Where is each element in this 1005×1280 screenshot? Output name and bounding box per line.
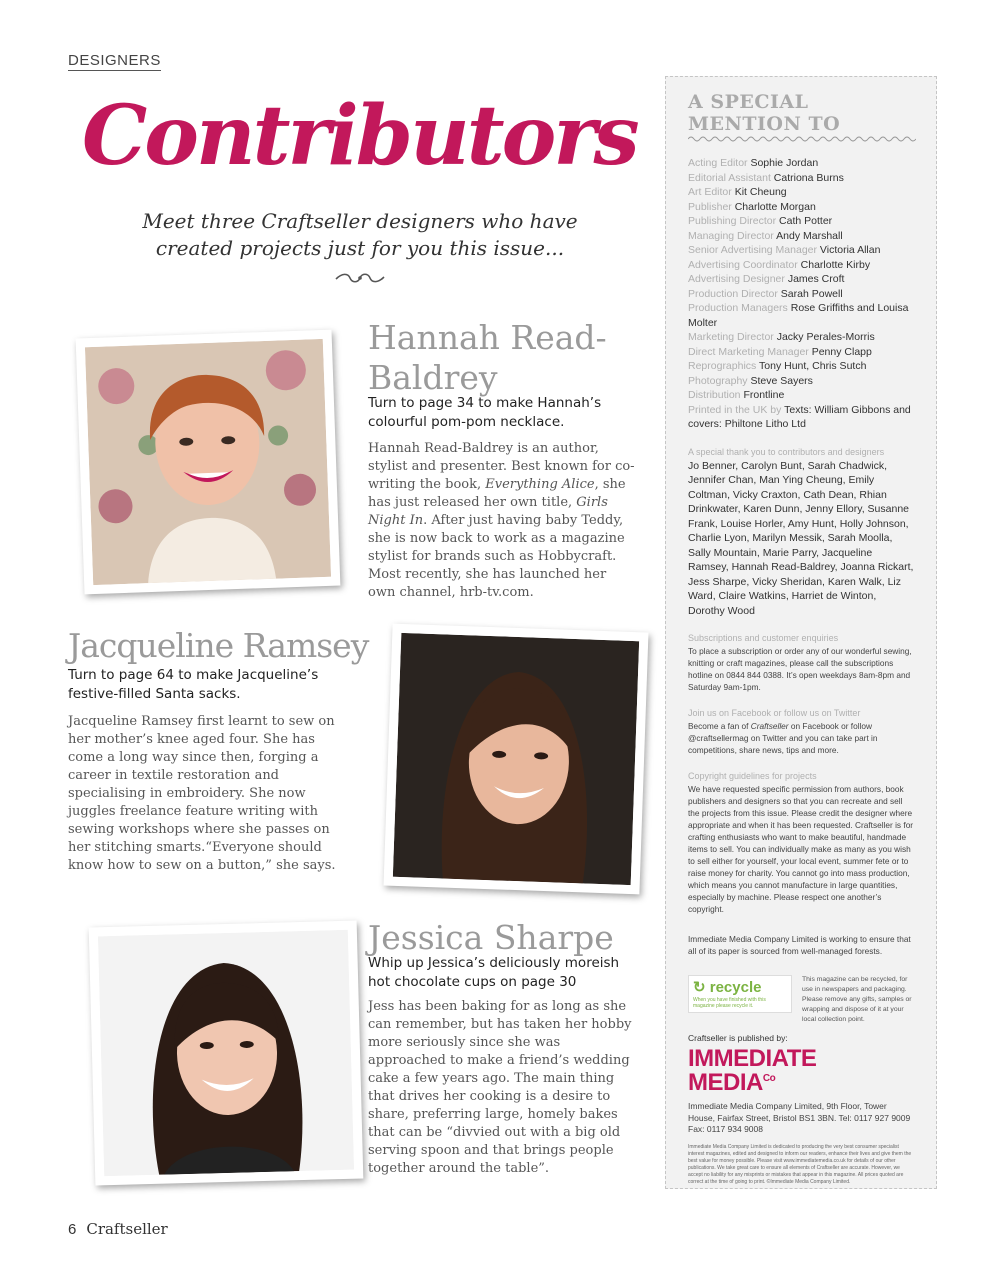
credit-person: Tony Hunt, Chris Sutch — [759, 360, 867, 372]
designer-tagline-hannah: Turn to page 34 to make Hannah’s colourful pom-pom necklace. — [368, 395, 602, 430]
designer-name-jacqueline: Jacqueline Ramsey — [68, 626, 369, 665]
credit-person: Sarah Powell — [780, 287, 843, 300]
credit-person: Jacky Perales-Morris — [776, 331, 875, 343]
logo-line2: MEDIA — [688, 1069, 763, 1096]
credit-line — [688, 359, 914, 374]
photo-jacqueline — [384, 624, 649, 895]
mention-title: A SPECIAL MENTION TO — [688, 91, 841, 135]
credit-person: James Croft — [787, 273, 845, 285]
credit-person: Charlotte Morgan — [734, 200, 816, 213]
credit-role: Production Director — [688, 287, 778, 300]
credit-role: Advertising Designer — [688, 273, 785, 285]
credit-line — [688, 200, 914, 215]
designer-bio-jacqueline: Jacqueline Ramsey first learnt to sew on her mother’s knee aged four. She has come a long way since then, forging a career in textile restoration and specialising in embroidery. She now juggles freelance feature writing with sewing workshops where she passes on her stitching smarts.“Everyone should know how to sew on a button,” she says. — [68, 714, 336, 873]
credits-list — [688, 156, 914, 432]
credit-role: Distribution — [688, 389, 741, 401]
logo-line1: IMMEDIATE — [688, 1045, 817, 1072]
page-footer — [68, 1220, 168, 1238]
credit-line — [688, 272, 914, 287]
photo-jessica — [89, 921, 364, 1186]
recycle-row — [688, 975, 914, 1025]
credit-line — [688, 301, 914, 330]
designer-name-jessica: Jessica Sharpe — [368, 918, 614, 957]
credit-role: Senior Advertising Manager — [688, 244, 817, 256]
forests-text: Immediate Media Company Limited is working to ensure that all of its paper is sourced from well-managed forests. — [688, 934, 911, 956]
credit-role: Photography — [688, 374, 748, 387]
credit-line — [688, 258, 914, 273]
credit-person: Penny Clapp — [811, 345, 872, 358]
subs-heading: Subscriptions and customer enquiries — [688, 633, 839, 643]
copyright-text: We have requested specific permission from authors, book publishers and designers so that you can recreate and sell the projects from this issue. Please credit the designer where appropriate and when it has been requested. Craftseller is for crafting enthusiasts who want to make beautiful, handmade items to sell. You can individually make as many as you wish to sell either for yourself, your local event, summer fete or to raise money for charity. You cannot go into mass production, which means you cannot manufacture in large quantities, especially by machine. Please respect one another’s copyright. — [688, 784, 914, 914]
designer-bio-hannah: Hannah Read-Baldrey is an author, stylist and presenter. Best known for co-writing the book, Everything Alice, she has just released her own title, Girls Night In. After just having baby Teddy, she is now back to work as a magazine stylist for brands such as Hobbycraft. Most recently, she has launched her own channel, hrb-tv.com. — [368, 441, 635, 600]
recycle-logo — [688, 975, 792, 1013]
credit-person: Andy Marshall — [776, 229, 843, 242]
intro-text: Meet three Craftseller designers who have created projects just for you this issue... — [142, 209, 578, 260]
photo-hannah — [76, 330, 341, 595]
credit-person: Frontline — [743, 389, 785, 401]
credit-role: Advertising Coordinator — [688, 258, 798, 271]
designer-tagline-jessica: Whip up Jessica’s deliciously moreish hot chocolate cups on page 30 — [368, 955, 620, 990]
wave-divider — [688, 135, 916, 143]
credit-person: Catriona Burns — [773, 171, 844, 184]
credit-role: Reprographics — [688, 360, 757, 372]
credit-role: Marketing Director — [688, 331, 774, 343]
logo-sup: Co — [762, 1073, 776, 1084]
credit-person: Texts: William Gibbons and covers: Philtone Litho Ltd — [688, 403, 911, 430]
page-number: 6 — [68, 1221, 77, 1238]
recycle-note: This magazine can be recycled, for use in newspapers and packaging. Please remove any gifts, samples or wrapping and dispose of it at your local collection point. — [802, 976, 912, 1023]
credit-person: Steve Sayers — [750, 374, 813, 387]
credit-person: Charlotte Kirby — [800, 258, 871, 271]
credit-line — [688, 171, 914, 186]
credit-person: Victoria Allan — [819, 244, 881, 256]
credit-role: Publisher — [688, 200, 732, 213]
disclaimer: Immediate Media Company Limited is dedicated to producing the very best consumer specialist interest magazines, edited and designed to inform our readers, enhance their lives and give them the best value for money possible. Please visit www.immediatemedia.co.uk for details of our other publications. We take great care to ensure all elements of Craftseller are accurate. However, we accept no liability for any misprints or mistakes that appear in this magazine. All prices quoted are correct at the time of going to print. ©Immediate Media Company Limited. — [688, 1143, 912, 1185]
designer-name-hannah: Hannah Read-Baldrey — [368, 318, 607, 397]
credit-role: Acting Editor — [688, 157, 748, 169]
credit-role: Printed in the UK by — [688, 403, 782, 416]
credit-line — [688, 388, 914, 403]
credit-role: Art Editor — [688, 186, 732, 198]
credit-line — [688, 345, 914, 360]
thanks-heading: A special thank you to contributors and designers — [688, 446, 885, 457]
special-mention-box — [665, 76, 937, 1189]
recycle-sub: When you have finished with this magazine please recycle it. — [693, 997, 766, 1009]
credit-person: Cath Potter — [779, 215, 833, 227]
designer-bio-jessica: Jess has been baking for as long as she can remember, but has taken her hobby more seriously since she was approached to make a friend’s wedding cake a few years ago. The main thing that drives her cooking is a desire to share, preferring large, homely bakes that can be “divvied out with a big old serving spoon and that brings people together around the table”. — [368, 999, 632, 1176]
social-text: Become a fan of Craftseller on Facebook or follow @craftsellermag on Twitter and you can take part in competitions, share news, tips and more. — [688, 721, 878, 755]
credit-line — [688, 214, 914, 229]
published-by: Craftseller is published by: — [688, 1033, 788, 1043]
credit-line — [688, 374, 914, 389]
credit-line — [688, 403, 914, 432]
credit-person: Sophie Jordan — [750, 157, 819, 169]
publisher-address: Immediate Media Company Limited, 9th Floor, Tower House, Fairfax Street, Bristol BS1 3BN. Tel: 0117 927 9009 Fax: 0117 934 9008 — [688, 1101, 911, 1134]
credit-person: Rose Griffiths and Louisa Molter — [688, 302, 909, 329]
flourish-ornament — [334, 271, 386, 285]
copyright-heading: Copyright guidelines for projects — [688, 771, 817, 781]
credit-role: Publishing Director — [688, 215, 777, 227]
credit-role: Editorial Assistant — [688, 171, 771, 184]
credit-role: Direct Marketing Manager — [688, 345, 809, 358]
recycle-word: recycle — [709, 979, 762, 996]
immediate-media-logo — [688, 1045, 914, 1096]
recycle-icon: ↻ — [693, 979, 706, 996]
credit-line — [688, 185, 914, 200]
subs-text: To place a subscription or order any of our wonderful sewing, knitting or craft magazines, please call the subscriptions hotline on 0844 844 0388. It’s open weekdays 8am-8pm and Saturday 9am-1pm. — [688, 646, 912, 692]
credit-line — [688, 330, 914, 345]
magazine-name: Craftseller — [86, 1220, 168, 1238]
credit-role: Production Managers — [688, 302, 788, 314]
credit-line — [688, 243, 914, 258]
page-title: Contributors — [82, 88, 637, 184]
credit-line — [688, 287, 914, 302]
credit-line — [688, 156, 914, 171]
designer-tagline-jacqueline: Turn to page 64 to make Jacqueline’s festive-filled Santa sacks. — [68, 667, 319, 702]
credit-line — [688, 229, 914, 244]
section-label: DESIGNERS — [68, 52, 161, 69]
social-heading: Join us on Facebook or follow us on Twitter — [688, 708, 861, 718]
credit-person: Kit Cheung — [734, 186, 787, 198]
thanks-list: Jo Benner, Carolyn Bunt, Sarah Chadwick, Jennifer Chan, Man Ying Cheung, Emily Coltman, Vicky Craxton, Cath Dean, Rhian Drinkwater, Karen Dunn, Jenny Ellory, Susanne Frank, Louise Horler, Amy Hunt, Holly Johnson, Charlie Lyon, Marilyn Messik, Sarah Moolla, Sally Mountain, Marie Parry, Jacqueline Ramsey, Hannah Read-Baldrey, Joanna Rickart, Jess Sharpe, Vicky Sheridan, Karen Walk, Liz Ward, Claire Watkins, Harriet de Winton, Dorothy Wood — [688, 459, 914, 617]
credit-role: Managing Director — [688, 229, 774, 242]
